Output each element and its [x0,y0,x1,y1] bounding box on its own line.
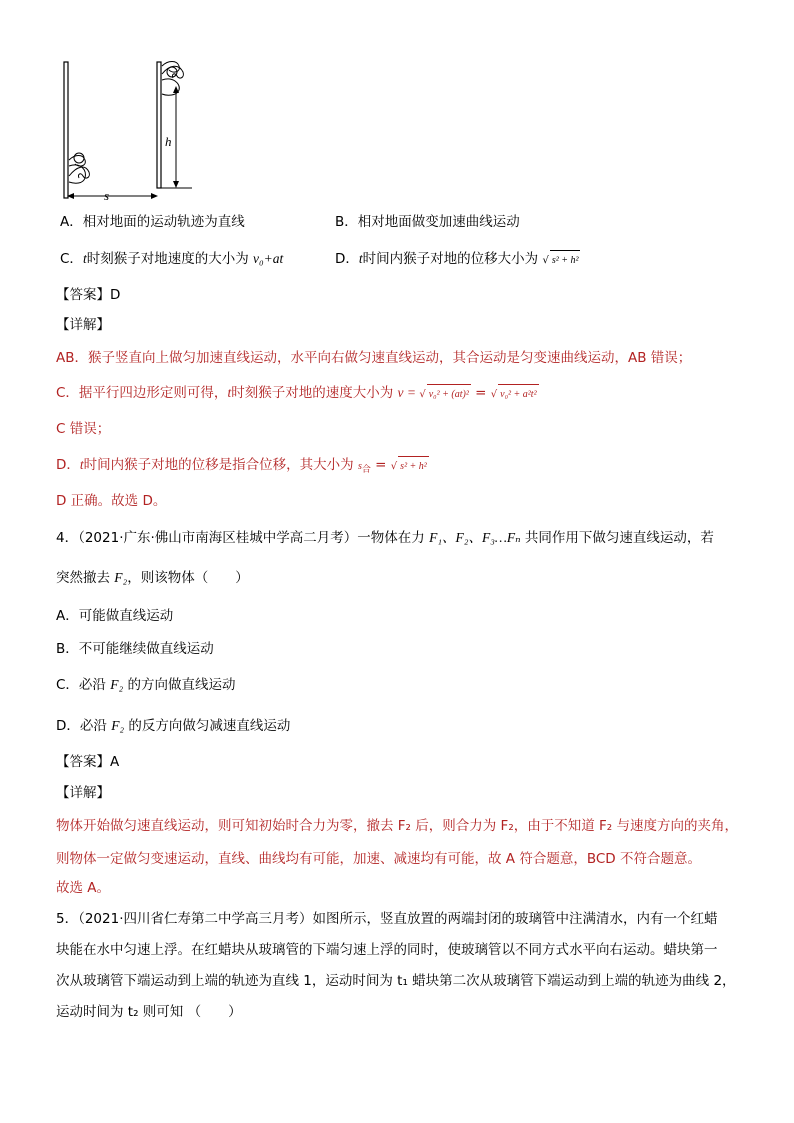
monkey-bottom-icon [69,153,89,183]
left-pole [64,62,68,198]
q3-answer: 【答案】D [56,287,121,303]
q3-explanation-2: C．据平行四边形定则可得，t时刻猴子对地的速度大小为 v = √ v₀² + (at)² = √ v₀² + a²t² [56,383,539,405]
right-pole [157,62,161,188]
q4-stem-line-1: 4．（2021·广东·佛山市南海区桂城中学高二月考）一物体在力 F₁、F₂、F₃…Fₙ 共同作用下做匀速直线运动，若 [56,530,714,546]
q5-stem-line-2: 块能在水中匀速上浮。在红蜡块从玻璃管的下端匀速上浮的同时，使玻璃管以不同方式水平向右运动。蜡块第一 [56,942,718,958]
q5-stem-line-3: 次从玻璃管下端运动到上端的轨迹为直线 1，运动时间为 t₁ 蜡块第二次从玻璃管下端运动到上端的轨迹为曲线 2， [56,973,736,989]
q3-explanation-5: D 正确。故选 D。 [56,493,167,509]
label-h: h [165,134,172,149]
q4-option-d: D．必沿 F₂ 的反方向做匀减速直线运动 [56,718,291,734]
q3-explanation-3: C 错误； [56,421,111,437]
label-s: s [104,188,110,203]
q4-explanation-3: 故选 A。 [56,880,111,896]
q4-answer: 【答案】A [56,754,120,770]
monkey-pole-figure [55,58,215,206]
q3-option-a: A．相对地面的运动轨迹为直线 [60,214,245,230]
q3-option-d: D．t时间内猴子对地的位移大小为 √ s² + h² [335,249,580,271]
q3-option-b: B．相对地面做变加速曲线运动 [335,214,520,230]
q3-explanation-1: AB．猴子竖直向上做匀加速直线运动，水平向右做匀速直线运动，其合运动是匀变速曲线运动，AB 错误； [56,350,692,366]
q3-detail-heading: 【详解】 [56,317,110,333]
q4-option-c: C．必沿 F₂ 的方向做直线运动 [56,677,236,693]
q4-stem-line-2: 突然撤去 F₂，则该物体（ ） [56,570,249,586]
q5-stem-line-1: 5．（2021·四川省仁寿第二中学高三月考）如图所示，竖直放置的两端封闭的玻璃管中注满清水，内有一个红蜡 [56,911,718,927]
q3-option-c: C．t时刻猴子对地速度的大小为 v₀+at [60,251,284,267]
q3-explanation-4: D．t时间内猴子对地的位移是指合位移，其大小为 $s_合$ = √ s² + h² [56,457,427,475]
q4-explanation-2: 则物体一定做匀变速运动，直线、曲线均有可能，加速、减速均有可能，故 A 符合题意，BCD 不符合题意。 [56,851,701,867]
q4-option-a: A．可能做直线运动 [56,608,174,624]
q5-stem-line-4: 运动时间为 t₂ 则可知 （ ） [56,1004,242,1020]
q4-explanation-1: 物体开始做匀速直线运动，则可知初始时合力为零，撤去 F₂ 后，则合力为 F₂，由于不知道 F₂ 与速度方向的夹角， [56,818,738,834]
monkey-top-icon [162,62,183,96]
q4-option-b: B．不可能继续做直线运动 [56,641,214,657]
q4-detail-heading: 【详解】 [56,785,110,801]
